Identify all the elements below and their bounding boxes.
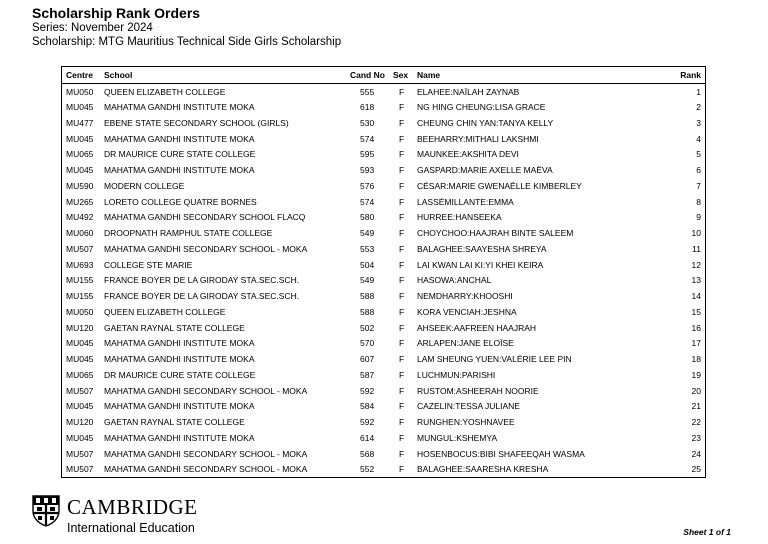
cell-name: BALAGHEE:SAAYESHA SHREYA xyxy=(417,243,547,254)
cell-sex: F xyxy=(399,149,405,160)
cell-school: QUEEN ELIZABETH COLLEGE xyxy=(104,86,226,97)
cell-rank: 2 xyxy=(696,102,701,113)
cell-cand-no: 568 xyxy=(360,448,375,459)
cell-sex: F xyxy=(399,196,405,207)
cell-school: DR MAURICE CURE STATE COLLEGE xyxy=(104,149,256,160)
cell-sex: F xyxy=(399,401,405,412)
cell-centre: MU590 xyxy=(66,180,94,191)
header-centre: Centre xyxy=(66,70,93,80)
cell-name: MAUNKEE:AKSHITA DEVI xyxy=(417,149,519,160)
cell-sex: F xyxy=(399,180,405,191)
cell-sex: F xyxy=(399,464,405,475)
cell-rank: 12 xyxy=(691,259,701,270)
cell-sex: F xyxy=(399,165,405,176)
cell-cand-no: 607 xyxy=(360,354,375,365)
page-title: Scholarship Rank Orders xyxy=(32,5,201,21)
cell-cand-no: 592 xyxy=(360,385,375,396)
cell-centre: MU155 xyxy=(66,275,94,286)
cell-sex: F xyxy=(399,385,405,396)
table-row xyxy=(62,383,705,399)
cell-centre: MU507 xyxy=(66,464,94,475)
cell-school: MAHATMA GANDHI SECONDARY SCHOOL FLACQ xyxy=(104,212,306,223)
cell-name: AHSEEK:AAFREEN HAAJRAH xyxy=(417,322,537,333)
logo-wordmark: CAMBRIDGE xyxy=(67,495,198,519)
cell-school: LORETO COLLEGE QUATRE BORNES xyxy=(104,196,257,207)
cell-centre: MU120 xyxy=(66,417,94,428)
cell-centre: MU155 xyxy=(66,291,94,302)
cell-centre: MU065 xyxy=(66,369,94,380)
cell-rank: 6 xyxy=(696,165,701,176)
cell-cand-no: 549 xyxy=(360,228,375,239)
cell-sex: F xyxy=(399,102,405,113)
cell-sex: F xyxy=(399,259,405,270)
cell-school: COLLEGE STE MARIE xyxy=(104,259,193,270)
header-cand-no: Cand No xyxy=(350,70,385,80)
cell-centre: MU065 xyxy=(66,149,94,160)
cell-rank: 5 xyxy=(696,149,701,160)
cell-centre: MU693 xyxy=(66,259,94,270)
cell-sex: F xyxy=(399,432,405,443)
cell-name: LASSÉMILLANTE:EMMA xyxy=(417,196,514,207)
cell-cand-no: 587 xyxy=(360,369,375,380)
table-row xyxy=(62,320,705,336)
cell-cand-no: 504 xyxy=(360,259,375,270)
cell-rank: 21 xyxy=(691,401,701,412)
cell-centre: MU050 xyxy=(66,86,94,97)
cell-school: MAHATMA GANDHI INSTITUTE MOKA xyxy=(104,338,255,349)
cell-name: NEMDHARRY:KHOOSHI xyxy=(417,291,513,302)
cell-centre: MU492 xyxy=(66,212,94,223)
table-row xyxy=(62,194,705,210)
cell-cand-no: 588 xyxy=(360,306,375,317)
cell-centre: MU120 xyxy=(66,322,94,333)
cell-cand-no: 574 xyxy=(360,196,375,207)
cell-cand-no: 549 xyxy=(360,275,375,286)
cell-centre: MU050 xyxy=(66,306,94,317)
cell-name: LAM SHEUNG YUEN:VALÉRIE LEE PIN xyxy=(417,354,572,365)
cell-sex: F xyxy=(399,228,405,239)
cell-name: MUNGUL:KSHEMYA xyxy=(417,432,498,443)
table-row xyxy=(62,304,705,320)
cell-rank: 18 xyxy=(691,354,701,365)
cell-centre: MU045 xyxy=(66,338,94,349)
cell-sex: F xyxy=(399,86,405,97)
cell-name: ELAHEE:NAÏLAH ZAYNAB xyxy=(417,86,520,97)
cell-school: MAHATMA GANDHI SECONDARY SCHOOL - MOKA xyxy=(104,448,308,459)
table-row xyxy=(62,351,705,367)
cell-name: KORA VENCIAH:JESHNA xyxy=(417,306,517,317)
table-row xyxy=(62,288,705,304)
cell-sex: F xyxy=(399,322,405,333)
cell-school: MAHATMA GANDHI INSTITUTE MOKA xyxy=(104,102,255,113)
cell-sex: F xyxy=(399,354,405,365)
cell-cand-no: 574 xyxy=(360,133,375,144)
cell-cand-no: 614 xyxy=(360,432,375,443)
cell-school: MAHATMA GANDHI SECONDARY SCHOOL - MOKA xyxy=(104,385,308,396)
cell-school: GAETAN RAYNAL STATE COLLEGE xyxy=(104,322,245,333)
cell-name: BEEHARRY:MITHALI LAKSHMI xyxy=(417,133,539,144)
table-row xyxy=(62,99,705,115)
cell-sex: F xyxy=(399,417,405,428)
cell-sex: F xyxy=(399,275,405,286)
cell-rank: 14 xyxy=(691,291,701,302)
cell-sex: F xyxy=(399,369,405,380)
series-label: Series: November 2024 xyxy=(32,22,153,34)
cell-name: CAZELIN:TESSA JULIANE xyxy=(417,401,520,412)
cell-school: DR MAURICE CURE STATE COLLEGE xyxy=(104,369,256,380)
table-row xyxy=(62,335,705,351)
cell-sex: F xyxy=(399,117,405,128)
cell-centre: MU060 xyxy=(66,228,94,239)
cell-name: LUCHMUN:PARISHI xyxy=(417,369,496,380)
cell-rank: 4 xyxy=(696,133,701,144)
cell-rank: 1 xyxy=(696,86,701,97)
cell-school: MAHATMA GANDHI INSTITUTE MOKA xyxy=(104,401,255,412)
cell-name: NG HING CHEUNG:LISA GRACE xyxy=(417,102,546,113)
cell-rank: 24 xyxy=(691,448,701,459)
table-row xyxy=(62,430,705,446)
cell-centre: MU265 xyxy=(66,196,94,207)
cell-cand-no: 552 xyxy=(360,464,375,475)
cell-name: HOSENBOCUS:BIBI SHAFEEQAH WASMA xyxy=(417,448,585,459)
cell-cand-no: 580 xyxy=(360,212,375,223)
cell-rank: 16 xyxy=(691,322,701,333)
cell-school: MAHATMA GANDHI INSTITUTE MOKA xyxy=(104,354,255,365)
table-row xyxy=(62,131,705,147)
cell-cand-no: 593 xyxy=(360,165,375,176)
cell-centre: MU045 xyxy=(66,354,94,365)
cell-name: RUSTOM:ASHEERAH NOORIE xyxy=(417,385,539,396)
table-row xyxy=(62,446,705,462)
cell-school: MAHATMA GANDHI INSTITUTE MOKA xyxy=(104,133,255,144)
cell-school: GAETAN RAYNAL STATE COLLEGE xyxy=(104,417,245,428)
cell-name: HURREE:HANSEEKA xyxy=(417,212,502,223)
cell-sex: F xyxy=(399,338,405,349)
cell-name: ARLAPEN:JANE ELOÏSE xyxy=(417,338,514,349)
rank-table xyxy=(61,66,706,478)
table-row xyxy=(62,367,705,383)
cell-rank: 22 xyxy=(691,417,701,428)
cell-rank: 8 xyxy=(696,196,701,207)
cell-cand-no: 584 xyxy=(360,401,375,412)
cell-rank: 23 xyxy=(691,432,701,443)
table-row xyxy=(62,209,705,225)
cell-school: QUEEN ELIZABETH COLLEGE xyxy=(104,306,226,317)
cell-centre: MU507 xyxy=(66,243,94,254)
cell-rank: 17 xyxy=(691,338,701,349)
cell-school: MAHATMA GANDHI INSTITUTE MOKA xyxy=(104,165,255,176)
cell-centre: MU507 xyxy=(66,448,94,459)
cell-centre: MU045 xyxy=(66,401,94,412)
cell-cand-no: 530 xyxy=(360,117,375,128)
cell-centre: MU045 xyxy=(66,432,94,443)
cell-cand-no: 595 xyxy=(360,149,375,160)
header-name: Name xyxy=(417,70,441,80)
table-row xyxy=(62,272,705,288)
cell-rank: 11 xyxy=(692,243,701,254)
cell-school: FRANCE BOYER DE LA GIRODAY STA.SEC.SCH. xyxy=(104,275,300,286)
cell-centre: MU477 xyxy=(66,117,94,128)
cell-rank: 15 xyxy=(691,306,701,317)
table-row xyxy=(62,178,705,194)
table-row xyxy=(62,115,705,131)
logo-subtitle: International Education xyxy=(67,521,195,535)
cell-cand-no: 570 xyxy=(360,338,375,349)
table-row xyxy=(62,84,705,100)
sheet-number: Sheet 1 of 1 xyxy=(683,527,731,537)
cell-rank: 9 xyxy=(696,212,701,223)
cell-sex: F xyxy=(399,291,405,302)
cell-centre: MU045 xyxy=(66,165,94,176)
cell-sex: F xyxy=(399,212,405,223)
table-row xyxy=(62,461,705,477)
cell-rank: 3 xyxy=(696,117,701,128)
cell-name: BALAGHEE:SAARESHA KRESHA xyxy=(417,464,549,475)
cell-school: MODERN COLLEGE xyxy=(104,180,185,191)
cell-school: FRANCE BOYER DE LA GIRODAY STA.SEC.SCH. xyxy=(104,291,300,302)
table-row xyxy=(62,257,705,273)
cell-name: LAI KWAN LAI KI:YI KHEI KEIRA xyxy=(417,259,544,270)
table-row xyxy=(62,146,705,162)
header-school: School xyxy=(104,70,133,80)
cell-cand-no: 576 xyxy=(360,180,375,191)
cell-cand-no: 553 xyxy=(360,243,375,254)
cell-rank: 25 xyxy=(691,464,701,475)
cell-rank: 20 xyxy=(691,385,701,396)
cambridge-shield-icon xyxy=(32,495,60,527)
cell-name: CHEUNG CHIN YAN:TANYA KELLY xyxy=(417,117,554,128)
cell-school: EBENE STATE SECONDARY SCHOOL (GIRLS) xyxy=(104,117,289,128)
cell-centre: MU045 xyxy=(66,102,94,113)
cell-school: MAHATMA GANDHI INSTITUTE MOKA xyxy=(104,432,255,443)
cell-sex: F xyxy=(399,133,405,144)
cell-school: DROOPNATH RAMPHUL STATE COLLEGE xyxy=(104,228,273,239)
table-row xyxy=(62,241,705,257)
cell-sex: F xyxy=(399,448,405,459)
cell-sex: F xyxy=(399,306,405,317)
header-rank: Rank xyxy=(680,70,701,80)
cell-cand-no: 618 xyxy=(360,102,375,113)
cell-rank: 7 xyxy=(696,180,701,191)
cell-cand-no: 502 xyxy=(360,322,375,333)
cell-rank: 19 xyxy=(691,369,701,380)
cambridge-logo xyxy=(32,495,212,539)
scholarship-label: Scholarship: MTG Mauritius Technical Side Girls Scholarship xyxy=(32,36,342,48)
table-row xyxy=(62,414,705,430)
table-row xyxy=(62,225,705,241)
cell-rank: 10 xyxy=(691,228,701,239)
cell-school: MAHATMA GANDHI SECONDARY SCHOOL - MOKA xyxy=(104,464,308,475)
cell-cand-no: 555 xyxy=(360,86,375,97)
cell-name: HASOWA:ANCHAL xyxy=(417,275,492,286)
cell-name: RUNGHEN:YOSHNAVEE xyxy=(417,417,515,428)
cell-name: CÉSAR:MARIE GWENAËLLE KIMBERLEY xyxy=(417,180,582,191)
cell-cand-no: 588 xyxy=(360,291,375,302)
cell-centre: MU507 xyxy=(66,385,94,396)
cell-centre: MU045 xyxy=(66,133,94,144)
table-header xyxy=(62,67,705,84)
cell-sex: F xyxy=(399,243,405,254)
table-row xyxy=(62,162,705,178)
cell-name: CHOYCHOO:HAAJRAH BINTE SALEEM xyxy=(417,228,574,239)
header-sex: Sex xyxy=(393,70,409,80)
cell-name: GASPARD:MARIE AXELLE MAËVA xyxy=(417,165,553,176)
cell-rank: 13 xyxy=(691,275,701,286)
cell-school: MAHATMA GANDHI SECONDARY SCHOOL - MOKA xyxy=(104,243,308,254)
cell-cand-no: 592 xyxy=(360,417,375,428)
table-row xyxy=(62,398,705,414)
